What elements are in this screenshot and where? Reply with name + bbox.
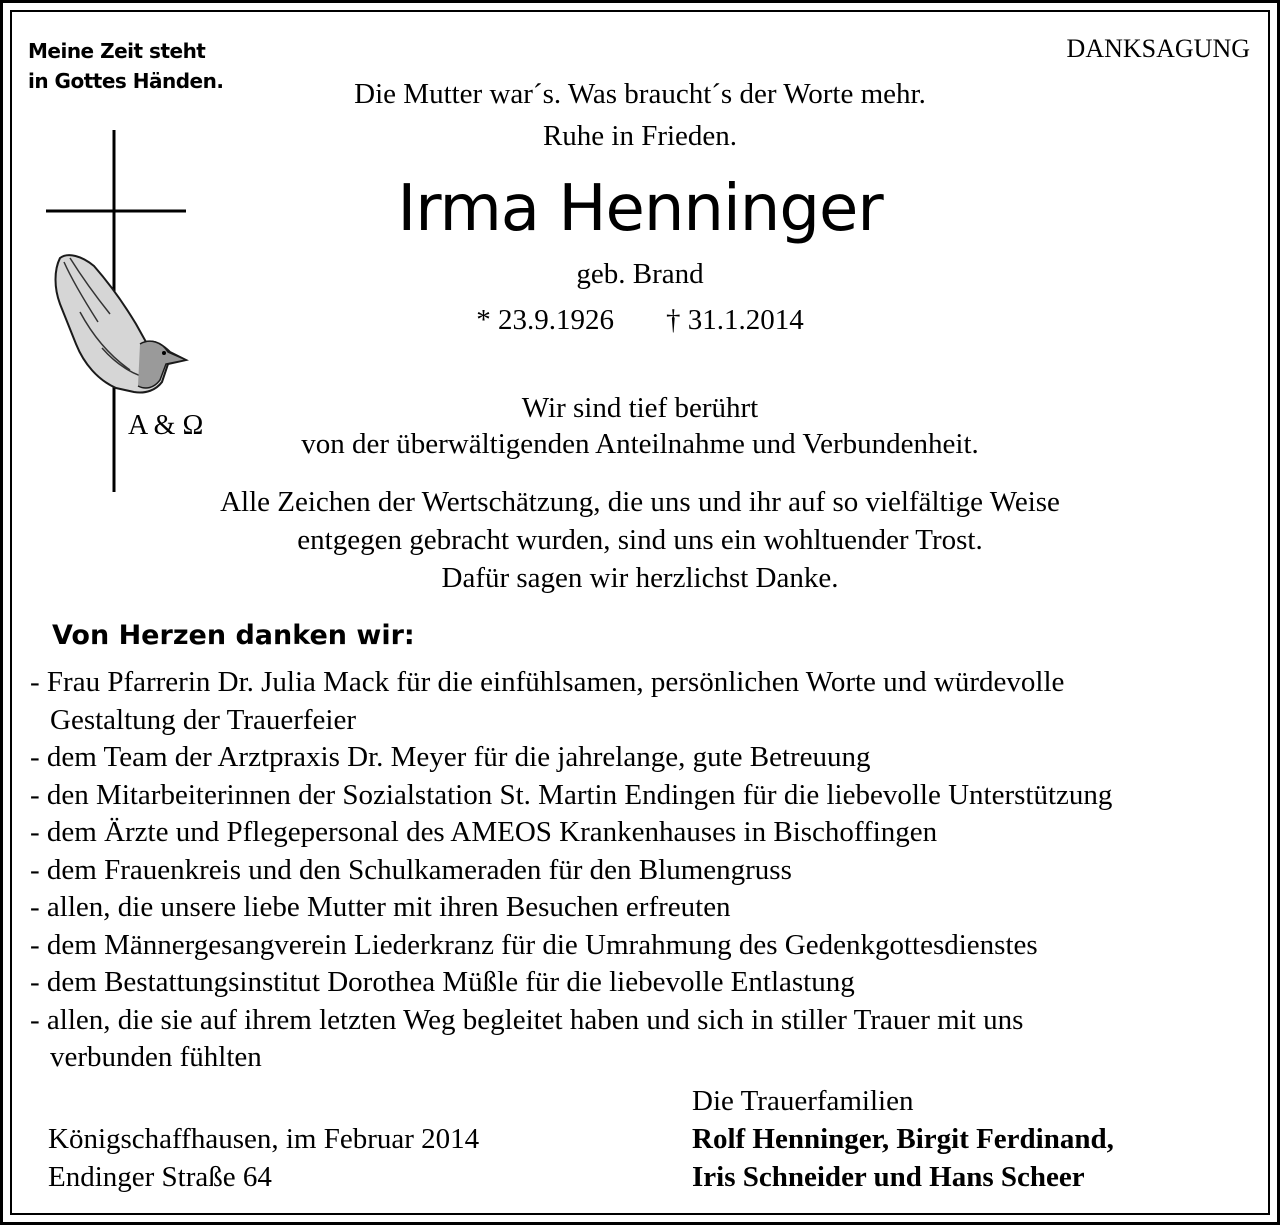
list-item-text: - allen, die unsere liebe Mutter mit ihren Besuchen erfreuten	[30, 891, 731, 923]
alpha-omega-symbol: A & Ω	[128, 410, 204, 441]
quote-line-2: Ruhe in Frieden.	[542, 120, 738, 152]
thanks-intro-line-1: Wir sind tief berührt	[521, 392, 759, 424]
motto-line-2: in Gottes Händen.	[28, 69, 224, 93]
list-item-text: - dem Männergesangverein Liederkranz für die Umrahmung des Gedenkgottesdienstes	[30, 928, 1038, 961]
list-item	[30, 664, 1112, 739]
thanks-body-line-2: entgegen gebracht wurden, sind uns ein wohltuender Trost.	[297, 524, 983, 556]
list-item	[30, 927, 1112, 965]
family-names-1: Rolf Henninger, Birgit Ferdinand,	[692, 1123, 1114, 1155]
quote-line-1: Die Mutter war´s. Was braucht´s der Worte mehr.	[354, 78, 926, 110]
place-and-address	[48, 1120, 479, 1196]
deceased-name: Irma Henninger	[397, 172, 883, 246]
thanks-intro-line-2: von der überwältigenden Anteilnahme und Verbundenheit.	[301, 428, 979, 460]
thanks-body-line-3: Dafür sagen wir herzlichst Danke.	[441, 562, 839, 594]
list-item	[30, 739, 1112, 777]
death-date: † 31.1.2014	[666, 304, 804, 336]
thanks-body-line-1: Alle Zeichen der Wertschätzung, die uns und ihr auf so vielfältige Weise	[220, 486, 1060, 518]
thanks-list	[30, 664, 1112, 1077]
list-item	[30, 1002, 1112, 1077]
list-heading: Von Herzen danken wir:	[52, 620, 415, 651]
list-item-text: - Frau Pfarrerin Dr. Julia Mack für die einfühlsamen, persönlichen Worte und würdevolle	[30, 666, 1065, 698]
list-item-text: - dem Ärzte und Pflegepersonal des AMEOS Krankenhauses in Bischoffingen	[30, 816, 938, 848]
praying-hands-icon	[50, 252, 195, 402]
list-item-text: - dem Frauenkreis und den Schulkameraden für den Blumengruss	[30, 853, 792, 886]
list-item-text: - dem Team der Arztpraxis Dr. Meyer für die jahrelange, gute Betreuung	[30, 741, 871, 773]
list-item	[30, 889, 1112, 927]
list-item	[30, 964, 1112, 1002]
list-item	[30, 777, 1112, 815]
address: Endinger Straße 64	[48, 1161, 272, 1193]
header-label: DANKSAGUNG	[1066, 34, 1250, 63]
family-label: Die Trauerfamilien	[692, 1085, 914, 1117]
list-item-text: - allen, die sie auf ihrem letzten Weg begleitet haben und sich in stiller Trauer mit uns	[30, 1003, 1024, 1036]
list-item-continuation: Gestaltung der Trauerfeier	[50, 703, 357, 736]
place-date: Königschaffhausen, im Februar 2014	[48, 1123, 480, 1155]
family-names-2: Iris Schneider und Hans Scheer	[692, 1161, 1085, 1193]
list-item	[30, 852, 1112, 890]
maiden-name: geb. Brand	[576, 258, 704, 290]
list-item-text: - den Mitarbeiterinnen der Sozialstation St. Martin Endingen für die liebevolle Unterstützung	[30, 778, 1113, 811]
birth-date: * 23.9.1926	[476, 304, 614, 336]
list-item-continuation: verbunden fühlten	[50, 1041, 262, 1073]
mourning-family	[692, 1082, 1114, 1196]
list-item-text: - dem Bestattungsinstitut Dorothea Müßle für die liebevolle Entlastung	[30, 966, 855, 998]
list-item	[30, 814, 1112, 852]
motto-line-1: Meine Zeit steht	[28, 39, 206, 63]
